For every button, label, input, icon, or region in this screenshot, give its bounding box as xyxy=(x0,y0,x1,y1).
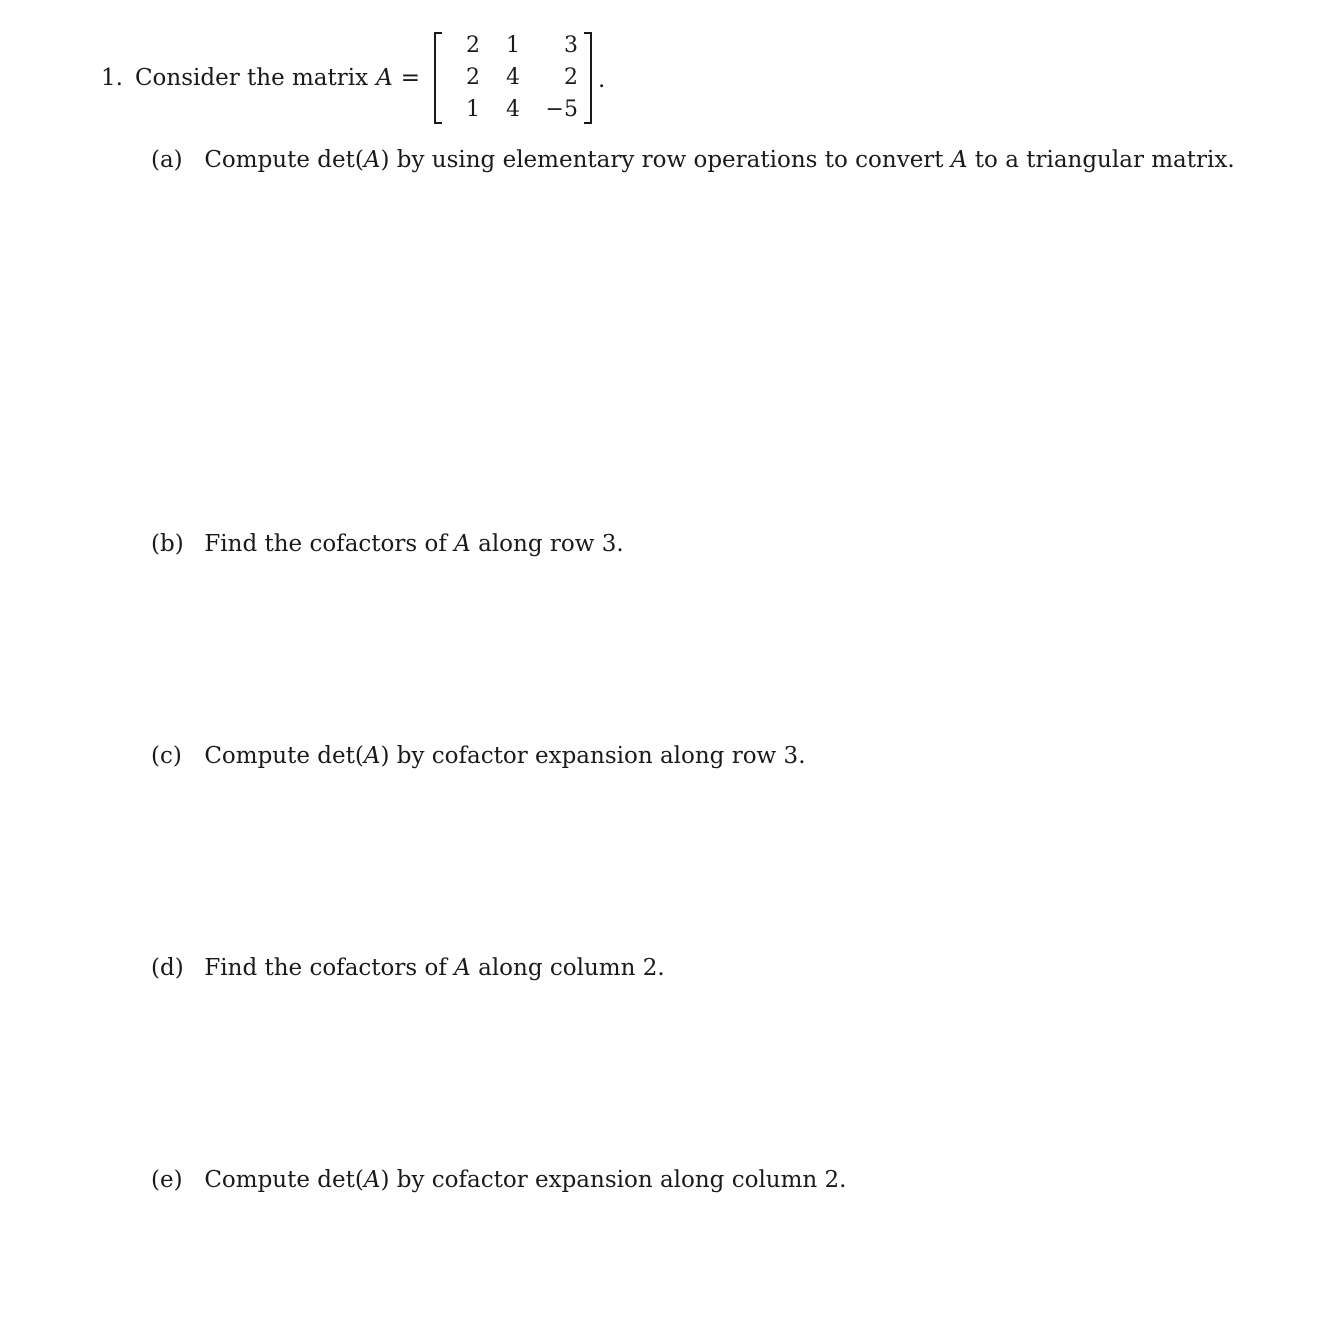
part-text: Compute det( xyxy=(204,1167,364,1193)
matrix-cell: 3 xyxy=(563,33,578,58)
part-text: along row 3. xyxy=(470,531,624,557)
math-var: A xyxy=(454,955,471,981)
left-bracket xyxy=(434,32,442,124)
matrix-grid xyxy=(442,30,584,126)
matrix-cell: 2 xyxy=(465,33,480,58)
part-label: (b) xyxy=(151,531,184,557)
part-a xyxy=(151,147,1235,173)
matrix-cell: 4 xyxy=(505,65,520,90)
matrix-cell: 2 xyxy=(563,65,578,90)
part-text: Find the cofactors of xyxy=(204,955,455,981)
part-text: ) by using elementary row operations to convert xyxy=(380,147,951,173)
math-var: A xyxy=(454,531,471,557)
part-text: Compute det( xyxy=(204,743,364,769)
period: . xyxy=(597,67,606,93)
part-c xyxy=(151,743,806,769)
part-e xyxy=(151,1167,847,1193)
problem-number: 1. xyxy=(101,65,123,91)
matrix-cell: 4 xyxy=(505,97,520,122)
part-label: (c) xyxy=(151,743,182,769)
part-text: to a triangular matrix. xyxy=(967,147,1235,173)
part-text: ) by cofactor expansion along column 2. xyxy=(380,1167,847,1193)
part-text: Compute det( xyxy=(204,147,364,173)
problem-statement xyxy=(101,30,605,126)
math-var: A xyxy=(363,1167,381,1193)
math-var: A xyxy=(363,743,381,769)
part-label: (e) xyxy=(151,1167,183,1193)
matrix-variable: A xyxy=(376,65,393,91)
part-label: (a) xyxy=(151,147,183,173)
part-text: Find the cofactors of xyxy=(204,531,455,557)
part-text: ) by cofactor expansion along row 3. xyxy=(380,743,806,769)
part-b xyxy=(151,531,624,557)
matrix-cell: −5 xyxy=(545,97,578,122)
matrix-a xyxy=(434,30,592,126)
part-text: along column 2. xyxy=(470,955,665,981)
problem-text: Consider the matrix xyxy=(134,65,369,91)
matrix-cell: 1 xyxy=(465,97,480,122)
equals-sign: = xyxy=(400,65,420,91)
matrix-cell: 1 xyxy=(505,33,520,58)
part-label: (d) xyxy=(151,955,184,981)
part-d xyxy=(151,955,665,981)
matrix-cell: 2 xyxy=(465,65,480,90)
math-var: A xyxy=(950,147,968,173)
right-bracket xyxy=(584,32,592,124)
math-var: A xyxy=(363,147,381,173)
